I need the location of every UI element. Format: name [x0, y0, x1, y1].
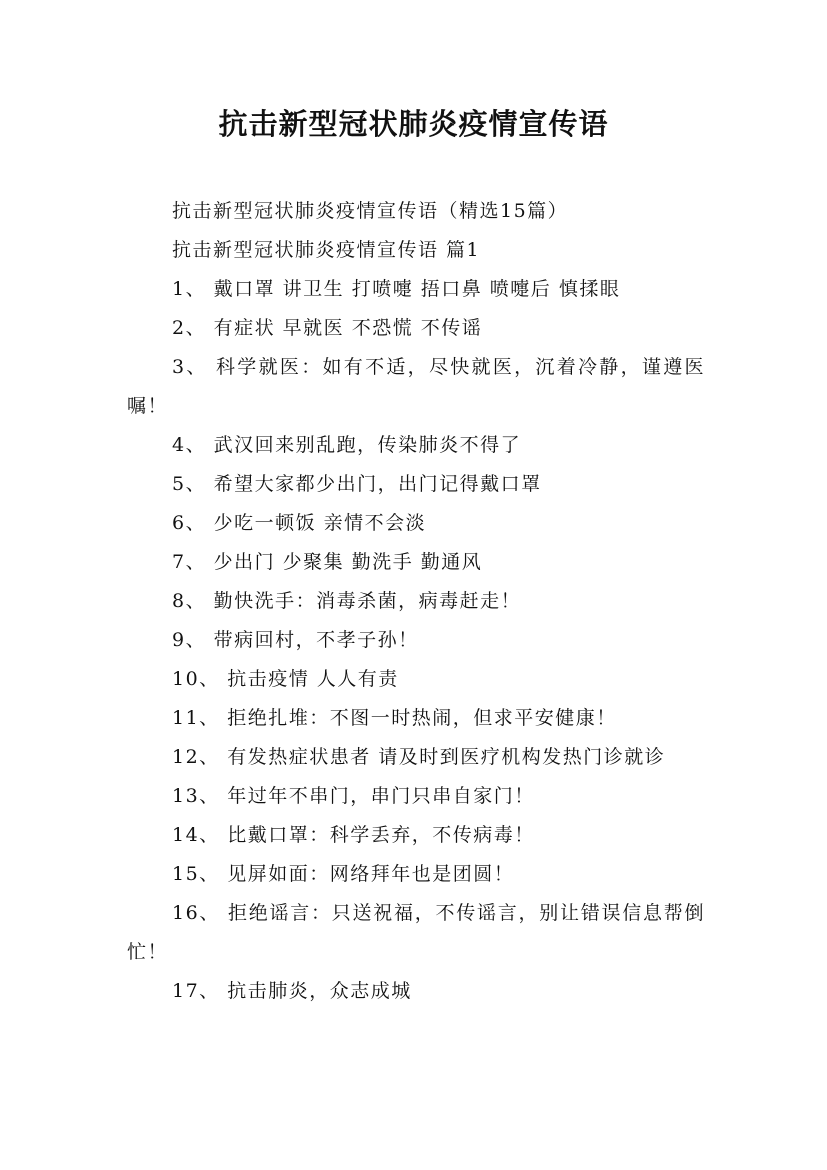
slogan-item: 5、 希望大家都少出门，出门记得戴口罩 [172, 473, 542, 495]
slogan-item: 8、 勤快洗手：消毒杀菌，病毒赶走！ [172, 590, 522, 612]
document-body [127, 192, 705, 1011]
slogan-item: 2、 有症状 早就医 不恐慌 不传谣 [172, 317, 483, 339]
slogan-item: 3、 科学就医：如有不适，尽快就医，沉着冷静，谨遵医嘱！ [127, 356, 705, 417]
slogan-item: 7、 少出门 少聚集 勤洗手 勤通风 [172, 551, 483, 573]
slogan-item: 6、 少吃一顿饭 亲情不会淡 [172, 512, 427, 534]
slogan-item: 4、 武汉回来别乱跑，传染肺炎不得了 [172, 434, 522, 456]
slogan-item: 13、 年过年不串门，串门只串自家门！ [172, 785, 535, 807]
slogan-item: 10、 抗击疫情 人人有责 [172, 668, 399, 690]
slogan-item: 17、 抗击肺炎，众志成城 [172, 980, 412, 1002]
slogan-item: 1、 戴口罩 讲卫生 打喷嚏 捂口鼻 喷嚏后 慎揉眼 [172, 278, 621, 300]
slogan-item: 9、 带病回村，不孝子孙！ [172, 629, 419, 651]
slogan-item: 11、 拒绝扎堆：不图一时热闹，但求平安健康！ [172, 707, 617, 729]
section-heading: 抗击新型冠状肺炎疫情宣传语 篇1 [172, 239, 481, 261]
slogan-item: 14、 比戴口罩：科学丢弃，不传病毒！ [172, 824, 535, 846]
slogan-item: 12、 有发热症状患者 请及时到医疗机构发热门诊就诊 [172, 746, 666, 768]
intro-paragraph: 抗击新型冠状肺炎疫情宣传语（精选15篇） [172, 200, 569, 222]
document-title: 抗击新型冠状肺炎疫情宣传语 [218, 107, 609, 141]
slogan-item: 16、 拒绝谣言：只送祝福，不传谣言，别让错误信息帮倒忙！ [127, 902, 705, 963]
slogan-item: 15、 见屏如面：网络拜年也是团圆！ [172, 863, 515, 885]
